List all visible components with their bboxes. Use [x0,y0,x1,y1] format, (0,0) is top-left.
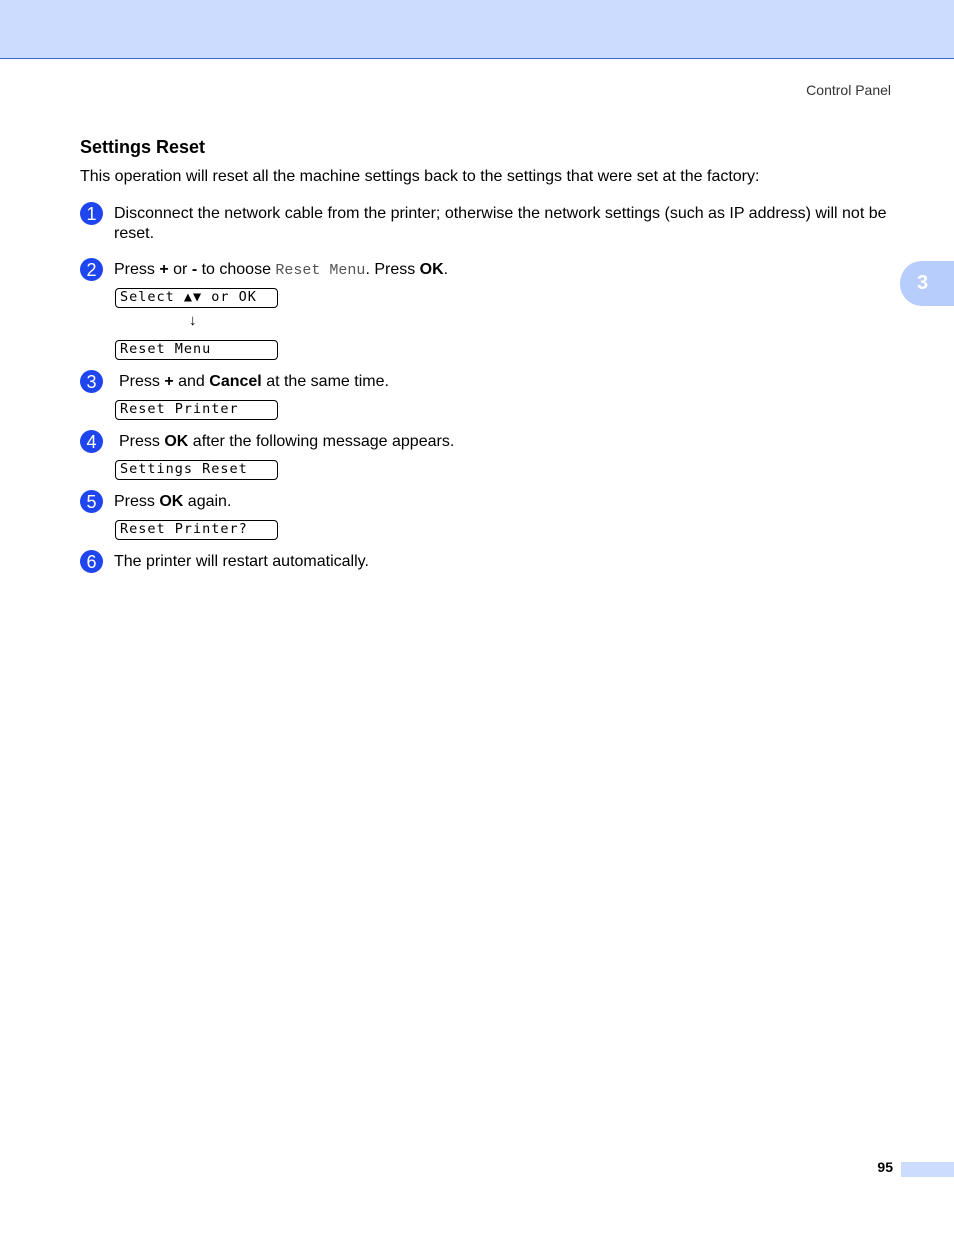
step-number-6: 6 [80,550,103,573]
header-band [0,0,954,59]
step-2-text: Press + or - to choose Reset Menu. Press OK. [114,261,449,279]
page-number: 95 [877,1159,893,1175]
section-title: Settings Reset [80,137,206,157]
step-number-5: 5 [80,490,103,513]
step-3-text: Press + and Cancel at the same time. [119,373,389,390]
footer-bar [901,1162,954,1177]
step-number-4: 4 [80,430,103,453]
lcd-reset-printer-confirm: Reset Printer? [115,520,278,540]
step-number-1: 1 [80,202,103,225]
lcd-reset-printer: Reset Printer [115,400,278,420]
lcd-select: Select ▲▼ or OK [115,288,278,308]
step-1-text: Disconnect the network cable from the printer; otherwise the network settings (such as IP address) will not be reset. [114,205,887,242]
step-4-text: Press OK after the following message appears. [119,433,455,450]
lcd-settings-reset: Settings Reset [115,460,278,480]
step-number-3: 3 [80,370,103,393]
chapter-tab: 3 [900,261,954,306]
step-6-text: The printer will restart automatically. [114,553,369,570]
down-arrow-icon: ↓ [189,312,197,329]
step-number-2: 2 [80,258,103,281]
step-5-text: Press OK again. [114,493,232,510]
lcd-reset-menu: Reset Menu [115,340,278,360]
intro-text: This operation will reset all the machine settings back to the settings that were set at the factory: [80,168,760,185]
running-head: Control Panel [806,82,891,98]
